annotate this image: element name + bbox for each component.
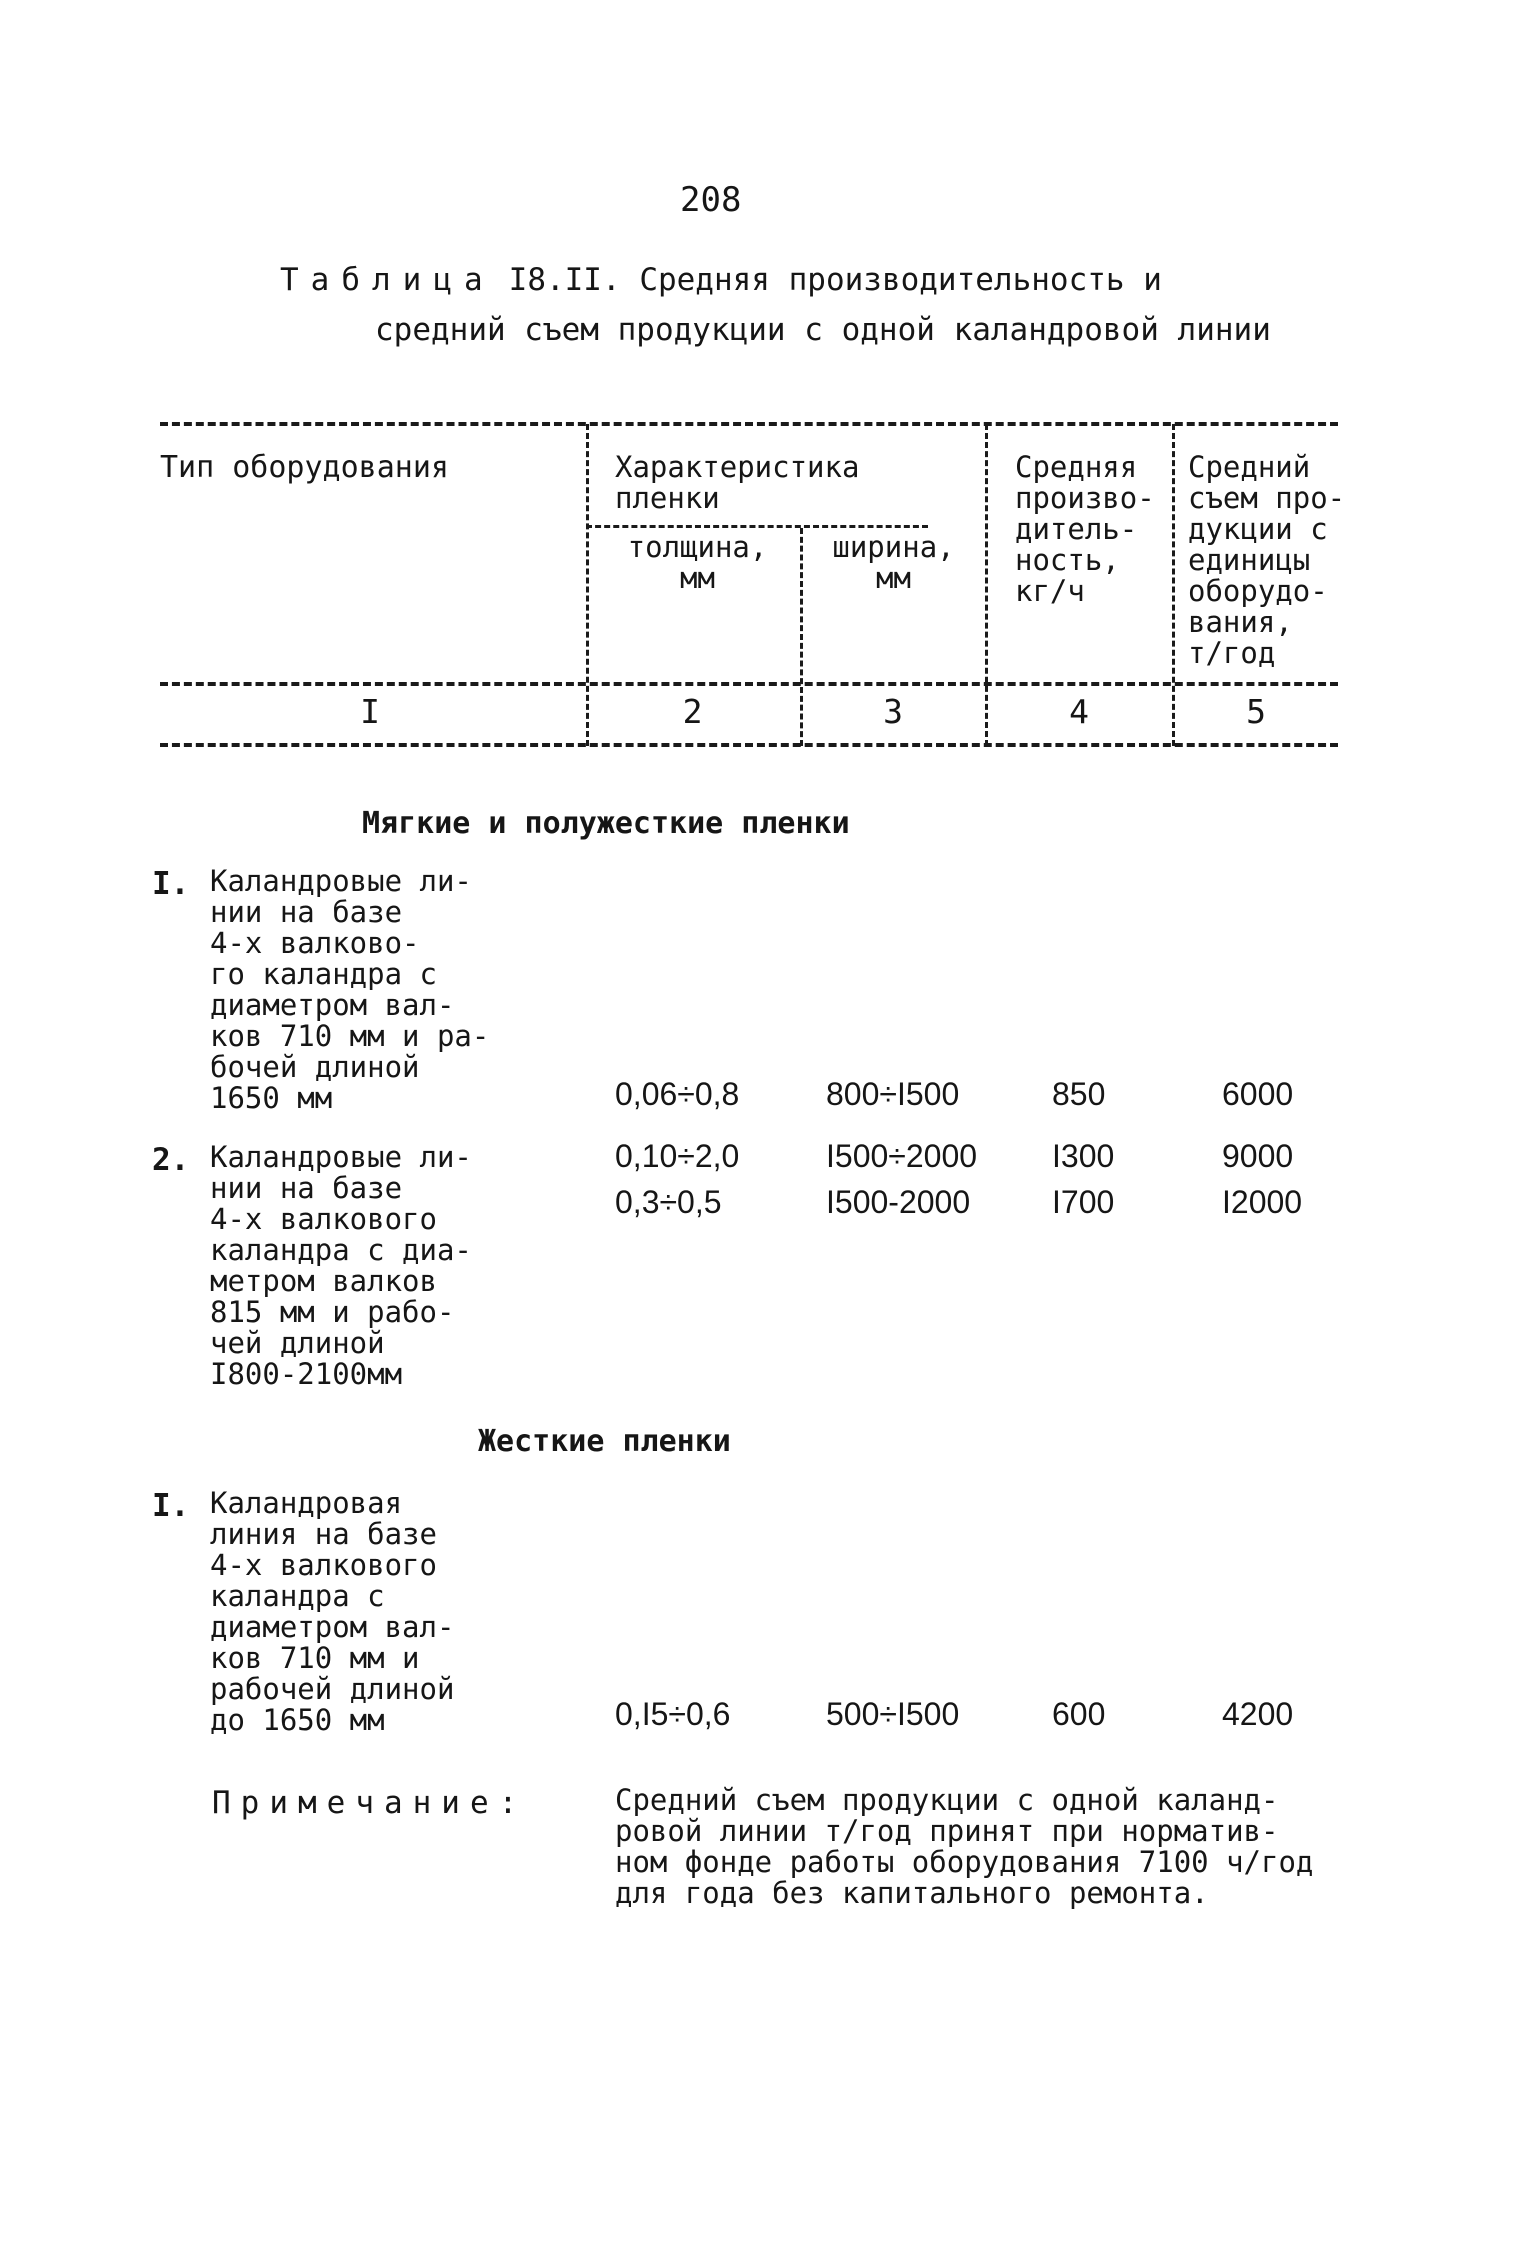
header-width: ширина, мм bbox=[832, 530, 955, 595]
group-header-rule bbox=[586, 525, 928, 528]
item-description: Каландровые ли- нии на базе 4-х валково- го каландра с диаметром вал- ков 710 мм и ра- бочей длиной 1650 мм bbox=[210, 864, 490, 1115]
cell-output: I2000 bbox=[1222, 1184, 1303, 1220]
table-caption-title: Средняя производительность и bbox=[639, 262, 1162, 298]
item-index: 2. bbox=[152, 1142, 190, 1178]
item-index: I. bbox=[152, 1488, 190, 1524]
section-title: Жесткие пленки bbox=[478, 1424, 731, 1459]
cell-thickness: 0,3÷0,5 bbox=[615, 1184, 722, 1220]
table-bottom-rule bbox=[160, 743, 1338, 747]
header-bottom-rule bbox=[160, 682, 1338, 686]
cell-output: 4200 bbox=[1222, 1696, 1294, 1732]
column-number: 5 bbox=[1246, 692, 1266, 731]
cell-width: I500-2000 bbox=[826, 1184, 971, 1220]
item-description: Каландровые ли- нии на базе 4-х валкового каландра с диа- метром валков 815 мм и рабо- чей длиной I800-2100мм bbox=[210, 1140, 472, 1391]
column-divider-4 bbox=[1172, 424, 1175, 746]
column-number: 4 bbox=[1069, 692, 1089, 731]
cell-productivity: I700 bbox=[1052, 1184, 1115, 1220]
header-productivity: Средняя произво- дитель- ность, кг/ч bbox=[1015, 450, 1155, 608]
table-caption-number: I8.II. bbox=[508, 262, 621, 298]
column-divider-3 bbox=[985, 424, 988, 746]
header-equipment-type: Тип оборудования bbox=[160, 450, 449, 485]
section-title: Мягкие и полужесткие пленки bbox=[362, 806, 850, 841]
column-number: I bbox=[360, 692, 380, 731]
note-text: Средний съем продукции с одной каланд- ровой линии т/год принят при норматив- ном фонде работы оборудования 7100 ч/год для года без капитального ремонта. bbox=[615, 1783, 1314, 1910]
item-description: Каландровая линия на базе 4-х валкового каландра с диаметром вал- ков 710 мм и рабочей длиной до 1650 мм bbox=[210, 1486, 455, 1737]
cell-width: 500÷I500 bbox=[826, 1696, 960, 1732]
item-index: I. bbox=[152, 866, 190, 902]
cell-thickness: 0,I5÷0,6 bbox=[615, 1696, 731, 1732]
table-top-rule bbox=[160, 422, 1338, 426]
cell-width: I500÷2000 bbox=[826, 1138, 978, 1174]
cell-productivity: 850 bbox=[1052, 1076, 1106, 1112]
column-divider-2 bbox=[800, 528, 803, 746]
cell-productivity: I300 bbox=[1052, 1138, 1115, 1174]
page-number: 208 bbox=[680, 180, 742, 220]
table-caption-line1 bbox=[280, 262, 1162, 298]
cell-output: 9000 bbox=[1222, 1138, 1294, 1174]
cell-productivity: 600 bbox=[1052, 1696, 1106, 1732]
cell-output: 6000 bbox=[1222, 1076, 1294, 1112]
table-caption-line2: средний съем продукции с одной каландровой линии bbox=[375, 312, 1271, 348]
note-label: Примечание: bbox=[212, 1785, 528, 1821]
cell-thickness: 0,10÷2,0 bbox=[615, 1138, 740, 1174]
header-thickness: толщина, мм bbox=[627, 530, 768, 595]
column-divider-1 bbox=[586, 424, 589, 746]
column-number: 3 bbox=[883, 692, 903, 731]
table-caption-label: Таблица bbox=[280, 262, 495, 298]
cell-width: 800÷I500 bbox=[826, 1076, 960, 1112]
header-film-characteristics: Характеристика пленки bbox=[615, 450, 860, 515]
header-output: Средний съем про- дукции с единицы оборудо- вания, т/год bbox=[1188, 450, 1346, 670]
column-number: 2 bbox=[682, 692, 703, 731]
cell-thickness: 0,06÷0,8 bbox=[615, 1076, 740, 1112]
